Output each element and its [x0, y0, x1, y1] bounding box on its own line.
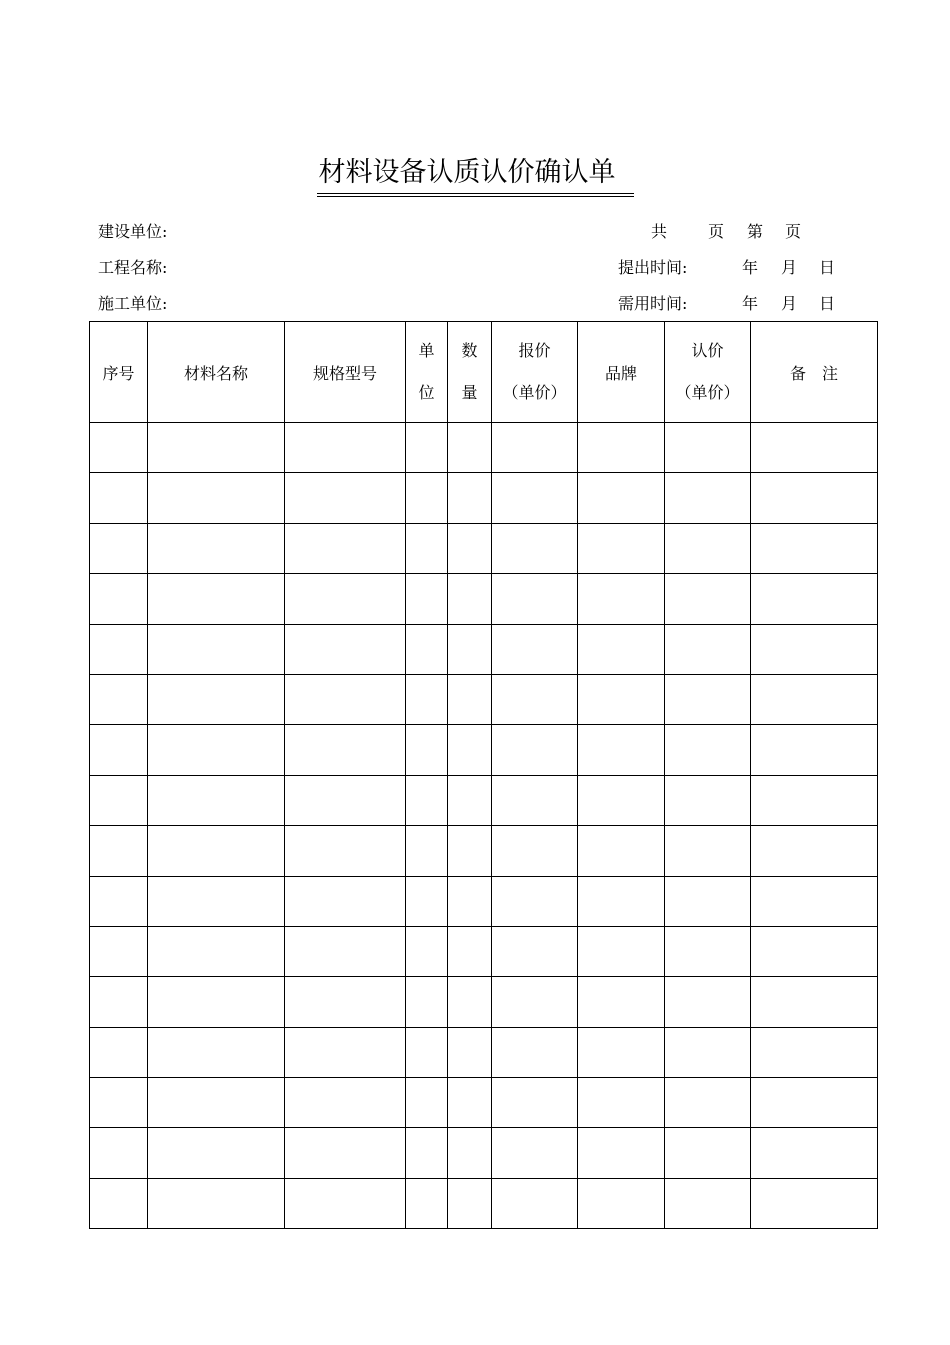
- cell-quantity[interactable]: [448, 926, 492, 976]
- cell-seq[interactable]: [90, 725, 148, 775]
- cell-spec-model[interactable]: [285, 926, 406, 976]
- cell-brand[interactable]: [578, 1078, 665, 1128]
- cell-brand[interactable]: [578, 826, 665, 876]
- cell-quantity[interactable]: [448, 876, 492, 926]
- cell-unit[interactable]: [406, 977, 448, 1027]
- cell-spec-model[interactable]: [285, 725, 406, 775]
- cell-quantity[interactable]: [448, 1078, 492, 1128]
- table-row: [90, 473, 878, 523]
- cell-quantity[interactable]: [448, 775, 492, 825]
- owner-label: 建设单位:: [98, 222, 168, 241]
- cell-quoted-price[interactable]: [492, 876, 578, 926]
- cell-spec-model[interactable]: [285, 1078, 406, 1128]
- need-time-label: 需用时间:: [618, 294, 688, 313]
- cell-unit[interactable]: [406, 725, 448, 775]
- cell-seq[interactable]: [90, 1078, 148, 1128]
- cell-material-name[interactable]: [148, 926, 285, 976]
- cell-brand[interactable]: [578, 876, 665, 926]
- header-brand: 品牌: [578, 322, 665, 423]
- page-current-label: 第: [747, 222, 764, 241]
- cell-quoted-price[interactable]: [492, 977, 578, 1027]
- cell-material-name[interactable]: [148, 523, 285, 573]
- submit-time-label: 提出时间:: [618, 258, 688, 277]
- cell-brand[interactable]: [578, 926, 665, 976]
- materials-table: [89, 321, 878, 1229]
- cell-quoted-price[interactable]: [492, 1027, 578, 1077]
- table-row: [90, 977, 878, 1027]
- cell-seq[interactable]: [90, 1178, 148, 1228]
- table-row: [90, 423, 878, 473]
- page-total-label: 共: [651, 222, 668, 241]
- table-row: [90, 1128, 878, 1178]
- cell-unit[interactable]: [406, 876, 448, 926]
- cell-spec-model[interactable]: [285, 574, 406, 624]
- cell-quantity[interactable]: [448, 624, 492, 674]
- cell-approved-price[interactable]: [665, 926, 751, 976]
- cell-seq[interactable]: [90, 674, 148, 724]
- cell-spec-model[interactable]: [285, 826, 406, 876]
- cell-unit[interactable]: [406, 423, 448, 473]
- cell-brand[interactable]: [578, 624, 665, 674]
- cell-spec-model[interactable]: [285, 876, 406, 926]
- table-row: [90, 775, 878, 825]
- cell-quoted-price[interactable]: [492, 574, 578, 624]
- cell-quantity[interactable]: [448, 473, 492, 523]
- table-row: [90, 574, 878, 624]
- cell-remark[interactable]: [751, 423, 878, 473]
- cell-material-name[interactable]: [148, 674, 285, 724]
- cell-brand[interactable]: [578, 775, 665, 825]
- cell-seq[interactable]: [90, 423, 148, 473]
- cell-approved-price[interactable]: [665, 876, 751, 926]
- cell-quantity[interactable]: [448, 574, 492, 624]
- cell-quoted-price[interactable]: [492, 1128, 578, 1178]
- cell-remark[interactable]: [751, 674, 878, 724]
- submit-day: 日: [819, 258, 836, 277]
- cell-seq[interactable]: [90, 826, 148, 876]
- cell-remark[interactable]: [751, 1178, 878, 1228]
- cell-unit[interactable]: [406, 775, 448, 825]
- table-row: [90, 876, 878, 926]
- form-title: 材料设备认质认价确认单: [0, 155, 950, 197]
- cell-material-name[interactable]: [148, 775, 285, 825]
- contractor-label: 施工单位:: [98, 294, 168, 313]
- cell-material-name[interactable]: [148, 1178, 285, 1228]
- header-quantity: 数 量: [448, 322, 492, 423]
- cell-seq[interactable]: [90, 1128, 148, 1178]
- cell-spec-model[interactable]: [285, 674, 406, 724]
- cell-unit[interactable]: [406, 926, 448, 976]
- cell-remark[interactable]: [751, 1128, 878, 1178]
- table-row: [90, 674, 878, 724]
- cell-remark[interactable]: [751, 926, 878, 976]
- cell-material-name[interactable]: [148, 473, 285, 523]
- cell-spec-model[interactable]: [285, 1027, 406, 1077]
- cell-seq[interactable]: [90, 775, 148, 825]
- cell-remark[interactable]: [751, 876, 878, 926]
- header-remark: 备 注: [751, 322, 878, 423]
- header-spec-model: 规格型号: [285, 322, 406, 423]
- cell-approved-price[interactable]: [665, 775, 751, 825]
- cell-approved-price[interactable]: [665, 826, 751, 876]
- cell-brand[interactable]: [578, 1128, 665, 1178]
- cell-approved-price[interactable]: [665, 1178, 751, 1228]
- submit-year: 年: [742, 258, 759, 277]
- cell-seq[interactable]: [90, 876, 148, 926]
- cell-remark[interactable]: [751, 1078, 878, 1128]
- cell-remark[interactable]: [751, 977, 878, 1027]
- cell-unit[interactable]: [406, 674, 448, 724]
- cell-quoted-price[interactable]: [492, 624, 578, 674]
- cell-quoted-price[interactable]: [492, 775, 578, 825]
- header-quoted-price: 报价 （单价）: [492, 322, 578, 423]
- cell-seq[interactable]: [90, 523, 148, 573]
- header-unit: 单 位: [406, 322, 448, 423]
- cell-quantity[interactable]: [448, 1178, 492, 1228]
- cell-approved-price[interactable]: [665, 1027, 751, 1077]
- cell-material-name[interactable]: [148, 1128, 285, 1178]
- cell-brand[interactable]: [578, 574, 665, 624]
- cell-approved-price[interactable]: [665, 1078, 751, 1128]
- cell-unit[interactable]: [406, 473, 448, 523]
- cell-quoted-price[interactable]: [492, 826, 578, 876]
- cell-quoted-price[interactable]: [492, 674, 578, 724]
- need-day: 日: [819, 294, 836, 313]
- cell-approved-price[interactable]: [665, 423, 751, 473]
- header-material-name: 材料名称: [148, 322, 285, 423]
- cell-unit[interactable]: [406, 574, 448, 624]
- cell-remark[interactable]: [751, 473, 878, 523]
- cell-approved-price[interactable]: [665, 725, 751, 775]
- table-row: [90, 725, 878, 775]
- table-row: [90, 1078, 878, 1128]
- cell-unit[interactable]: [406, 1078, 448, 1128]
- cell-approved-price[interactable]: [665, 674, 751, 724]
- cell-unit[interactable]: [406, 1128, 448, 1178]
- header-approved-price: 认价 （单价）: [665, 322, 751, 423]
- cell-remark[interactable]: [751, 624, 878, 674]
- cell-quoted-price[interactable]: [492, 523, 578, 573]
- cell-remark[interactable]: [751, 775, 878, 825]
- cell-remark[interactable]: [751, 725, 878, 775]
- cell-remark[interactable]: [751, 574, 878, 624]
- cell-spec-model[interactable]: [285, 423, 406, 473]
- page-count: [651, 222, 801, 242]
- cell-unit[interactable]: [406, 826, 448, 876]
- cell-material-name[interactable]: [148, 977, 285, 1027]
- cell-spec-model[interactable]: [285, 775, 406, 825]
- need-time: [618, 294, 835, 314]
- cell-remark[interactable]: [751, 1027, 878, 1077]
- cell-quantity[interactable]: [448, 977, 492, 1027]
- cell-quantity[interactable]: [448, 826, 492, 876]
- table-row: [90, 826, 878, 876]
- cell-spec-model[interactable]: [285, 523, 406, 573]
- cell-spec-model[interactable]: [285, 1128, 406, 1178]
- cell-quantity[interactable]: [448, 674, 492, 724]
- cell-approved-price[interactable]: [665, 473, 751, 523]
- cell-spec-model[interactable]: [285, 977, 406, 1027]
- cell-spec-model[interactable]: [285, 473, 406, 523]
- cell-approved-price[interactable]: [665, 1128, 751, 1178]
- cell-quoted-price[interactable]: [492, 1078, 578, 1128]
- cell-brand[interactable]: [578, 1178, 665, 1228]
- table-row: [90, 523, 878, 573]
- cell-quoted-price[interactable]: [492, 725, 578, 775]
- cell-brand[interactable]: [578, 523, 665, 573]
- cell-seq[interactable]: [90, 574, 148, 624]
- table-row: [90, 1178, 878, 1228]
- cell-remark[interactable]: [751, 523, 878, 573]
- cell-material-name[interactable]: [148, 423, 285, 473]
- cell-quantity[interactable]: [448, 1128, 492, 1178]
- cell-unit[interactable]: [406, 1027, 448, 1077]
- cell-brand[interactable]: [578, 725, 665, 775]
- cell-spec-model[interactable]: [285, 624, 406, 674]
- page-current-unit: 页: [785, 222, 802, 241]
- cell-unit[interactable]: [406, 1178, 448, 1228]
- page-total-unit: 页: [708, 222, 725, 241]
- table-body: [90, 423, 878, 1229]
- cell-material-name[interactable]: [148, 624, 285, 674]
- table-row: [90, 926, 878, 976]
- cell-approved-price[interactable]: [665, 977, 751, 1027]
- cell-approved-price[interactable]: [665, 574, 751, 624]
- cell-brand[interactable]: [578, 674, 665, 724]
- cell-remark[interactable]: [751, 826, 878, 876]
- cell-material-name[interactable]: [148, 1078, 285, 1128]
- cell-material-name[interactable]: [148, 574, 285, 624]
- submit-month: 月: [781, 258, 798, 277]
- cell-unit[interactable]: [406, 523, 448, 573]
- cell-approved-price[interactable]: [665, 624, 751, 674]
- cell-quoted-price[interactable]: [492, 473, 578, 523]
- cell-quoted-price[interactable]: [492, 423, 578, 473]
- cell-brand[interactable]: [578, 977, 665, 1027]
- cell-material-name[interactable]: [148, 826, 285, 876]
- table-row: [90, 624, 878, 674]
- cell-quantity[interactable]: [448, 725, 492, 775]
- cell-brand[interactable]: [578, 473, 665, 523]
- cell-quantity[interactable]: [448, 523, 492, 573]
- table-header-row: [90, 322, 878, 423]
- cell-material-name[interactable]: [148, 725, 285, 775]
- cell-unit[interactable]: [406, 624, 448, 674]
- project-label: 工程名称:: [98, 258, 168, 277]
- cell-brand[interactable]: [578, 423, 665, 473]
- need-month: 月: [781, 294, 798, 313]
- cell-seq[interactable]: [90, 926, 148, 976]
- header-seq: 序号: [90, 322, 148, 423]
- cell-seq[interactable]: [90, 624, 148, 674]
- cell-material-name[interactable]: [148, 876, 285, 926]
- cell-seq[interactable]: [90, 473, 148, 523]
- cell-seq[interactable]: [90, 1027, 148, 1077]
- cell-quoted-price[interactable]: [492, 1178, 578, 1228]
- submit-time: [618, 258, 835, 278]
- need-year: 年: [742, 294, 759, 313]
- cell-brand[interactable]: [578, 1027, 665, 1077]
- cell-spec-model[interactable]: [285, 1178, 406, 1228]
- cell-quantity[interactable]: [448, 1027, 492, 1077]
- table-row: [90, 1027, 878, 1077]
- cell-quoted-price[interactable]: [492, 926, 578, 976]
- cell-material-name[interactable]: [148, 1027, 285, 1077]
- cell-quantity[interactable]: [448, 423, 492, 473]
- cell-seq[interactable]: [90, 977, 148, 1027]
- cell-approved-price[interactable]: [665, 523, 751, 573]
